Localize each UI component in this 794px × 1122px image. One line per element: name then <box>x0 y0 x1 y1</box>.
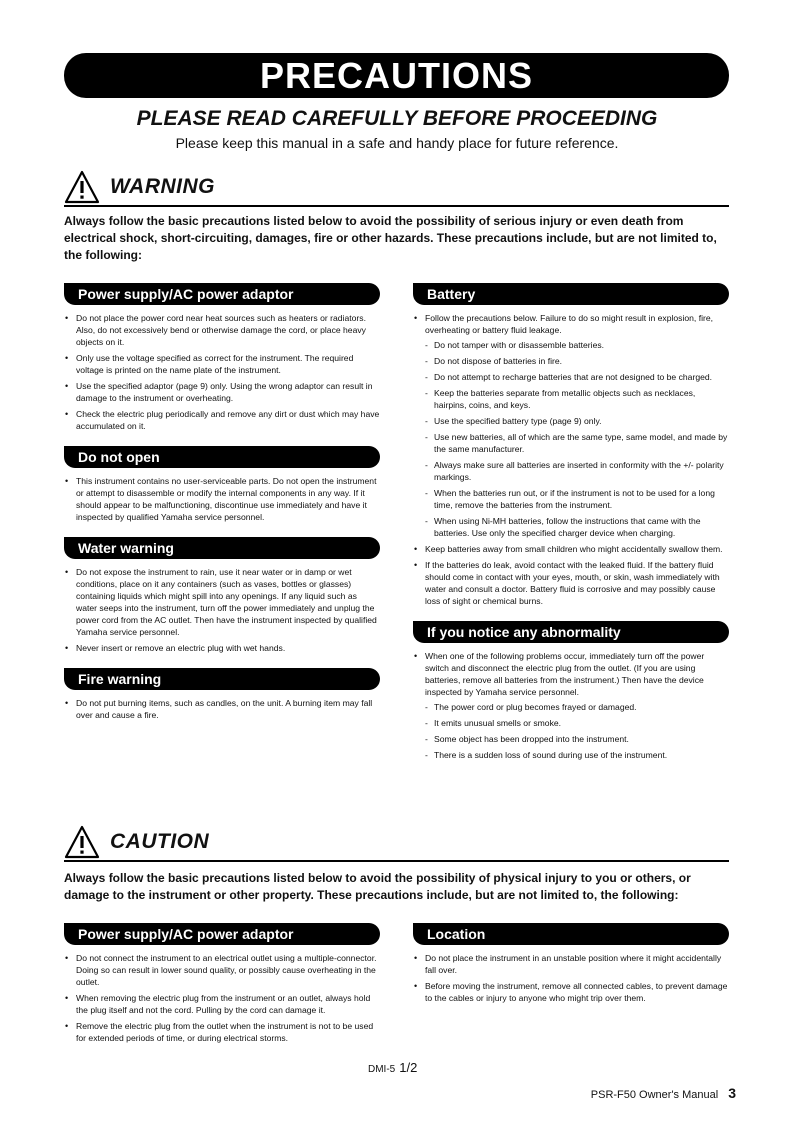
list-item: • Check the electric plug periodically and remove any dirt or dust which may have accumulated on it. <box>64 408 380 432</box>
list-item: • Before moving the instrument, remove all connected cables, to prevent damage to the cables or injury to anyone who might trip over them. <box>413 980 729 1004</box>
page-number: 3 <box>728 1085 736 1101</box>
list-item: • If the batteries do leak, avoid contact with the leaked fluid. If the battery fluid should come in contact with your eyes, mouth, or skin, wash immediately with water and consult a doctor. Battery fluid is corrosive and may possibly cause loss of sight or chemical burns. <box>413 559 729 607</box>
doc-fraction: 1/2 <box>399 1060 418 1075</box>
caution-power-title: Power supply/AC power adaptor <box>64 923 380 945</box>
list-item: • Do not place the instrument in an unstable position where it might accidentally fall over. <box>413 952 729 976</box>
caution-right-column <box>413 923 729 1008</box>
sub-item: - Some object has been dropped into the instrument. <box>425 733 729 745</box>
caution-header <box>64 825 209 859</box>
caution-heading: CAUTION <box>110 830 210 853</box>
list-item: • Use the specified adaptor (page 9) only. Using the wrong adaptor can result in damage to the instrument or overheating. <box>64 380 380 404</box>
sub-item: - Keep the batteries separate from metallic objects such as necklaces, hairpins, coins, and keys. <box>425 387 729 411</box>
page-title: PRECAUTIONS <box>64 53 729 98</box>
list-item: • This instrument contains no user-serviceable parts. Do not open the instrument or attempt to disassemble or modify the internal components in any way. If it should appear to be malfunctioning, discontinue use immediately and have it inspected by qualified Yamaha service personnel. <box>64 475 380 523</box>
sub-item: - Use new batteries, all of which are the same type, same model, and made by the same manufacturer. <box>425 431 729 455</box>
sub-item: - The power cord or plug becomes frayed or damaged. <box>425 701 729 713</box>
page-footer <box>591 1085 736 1101</box>
do-not-open-section <box>64 446 380 523</box>
do-not-open-title: Do not open <box>64 446 380 468</box>
list-item: • Do not place the power cord near heat sources such as heaters or radiators. Also, do not excessively bend or otherwise damage the cord, or place heavy objects on it. <box>64 312 380 348</box>
warning-rule <box>64 205 729 207</box>
footer-text: PSR-F50 Owner's Manual <box>590 1089 719 1101</box>
warning-intro: Always follow the basic precautions listed below to avoid the possibility of serious injury or even death from electrical shock, short-circuiting, damages, fire or other hazards. These precautions include, but are not limited to, the following: <box>64 214 717 262</box>
location-title: Location <box>413 923 729 945</box>
battery-title: Battery <box>413 283 729 305</box>
list-item: • Never insert or remove an electric plug with wet hands. <box>64 642 380 654</box>
power-supply-section <box>64 283 380 432</box>
list-item: • Do not connect the instrument to an electrical outlet using a multiple-connector. Doing so can result in lower sound quality, or possibly cause overheating in the outlet. <box>64 952 380 988</box>
list-item <box>413 312 729 539</box>
power-supply-title: Power supply/AC power adaptor <box>64 283 380 305</box>
fire-warning-title: Fire warning <box>64 668 380 690</box>
list-item: • Keep batteries away from small children who might accidentally swallow them. <box>413 543 729 555</box>
caution-left-column <box>64 923 380 1048</box>
sub-item: - Use the specified battery type (page 9) only. <box>425 415 729 427</box>
warning-right-column <box>413 283 729 765</box>
sub-item: - When the batteries run out, or if the instrument is not to be used for a long time, remove the batteries from the instrument. <box>425 487 729 511</box>
list-item <box>413 650 729 761</box>
doc-code-label: DMI-5 <box>368 1064 396 1075</box>
list-item: • Only use the voltage specified as correct for the instrument. The required voltage is printed on the name plate of the instrument. <box>64 352 380 376</box>
subtitle: PLEASE READ CAREFULLY BEFORE PROCEEDING <box>136 107 658 130</box>
warning-header <box>64 170 215 204</box>
sub-item: - It emits unusual smells or smoke. <box>425 717 729 729</box>
list-item: • When removing the electric plug from the instrument or an outlet, always hold the plug itself and not the cord. Pulling by the cord can damage it. <box>64 992 380 1016</box>
abnormality-lead: When one of the following problems occur, immediately turn off the power switch and disconnect the electric plug from the outlet. (If you are using batteries, remove all batteries from the instrument.) Then have the device inspected by Yamaha service personnel. <box>425 651 705 697</box>
caution-rule <box>64 860 729 862</box>
battery-section <box>413 283 729 607</box>
keep-note: Please keep this manual in a safe and handy place for future reference. <box>175 135 619 151</box>
caution-triangle-icon <box>64 825 100 859</box>
water-warning-title: Water warning <box>64 537 380 559</box>
sub-item: - There is a sudden loss of sound during use of the instrument. <box>425 749 729 761</box>
sub-item: - Always make sure all batteries are inserted in conformity with the +/- polarity markings. <box>425 459 729 483</box>
water-warning-section <box>64 537 380 654</box>
abnormality-title: If you notice any abnormality <box>413 621 729 643</box>
caution-intro: Always follow the basic precautions listed below to avoid the possibility of physical injury to you or others, or damage to the instrument or other property. These precautions include, but are not limited to, the following: <box>64 871 691 902</box>
sub-item: - When using Ni-MH batteries, follow the instructions that came with the batteries. Use only the specified charger device when charging. <box>425 515 729 539</box>
sub-item: - Do not dispose of batteries in fire. <box>425 355 729 367</box>
doc-code <box>368 1060 417 1075</box>
abnormality-section <box>413 621 729 761</box>
fire-warning-section <box>64 668 380 721</box>
warning-triangle-icon <box>64 170 100 204</box>
list-item: • Do not put burning items, such as candles, on the unit. A burning item may fall over and cause a fire. <box>64 697 380 721</box>
battery-lead: Follow the precautions below. Failure to do so might result in explosion, fire, overheating or battery fluid leakage. <box>425 313 714 335</box>
sub-item: - Do not attempt to recharge batteries that are not designed to be charged. <box>425 371 729 383</box>
list-item: • Do not expose the instrument to rain, use it near water or in damp or wet conditions, place on it any containers (such as vases, bottles or glasses) containing liquids which might spill into any openings. If any liquid such as water seeps into the instrument, turn off the power immediately and unplug the power cord from the AC outlet. Then have the instrument inspected by qualified Yamaha service personnel. <box>64 566 380 638</box>
warning-heading: WARNING <box>110 175 215 198</box>
warning-left-column <box>64 283 380 725</box>
list-item: • Remove the electric plug from the outlet when the instrument is not to be used for extended periods of time, or during electrical storms. <box>64 1020 380 1044</box>
sub-item: - Do not tamper with or disassemble batteries. <box>425 339 729 351</box>
